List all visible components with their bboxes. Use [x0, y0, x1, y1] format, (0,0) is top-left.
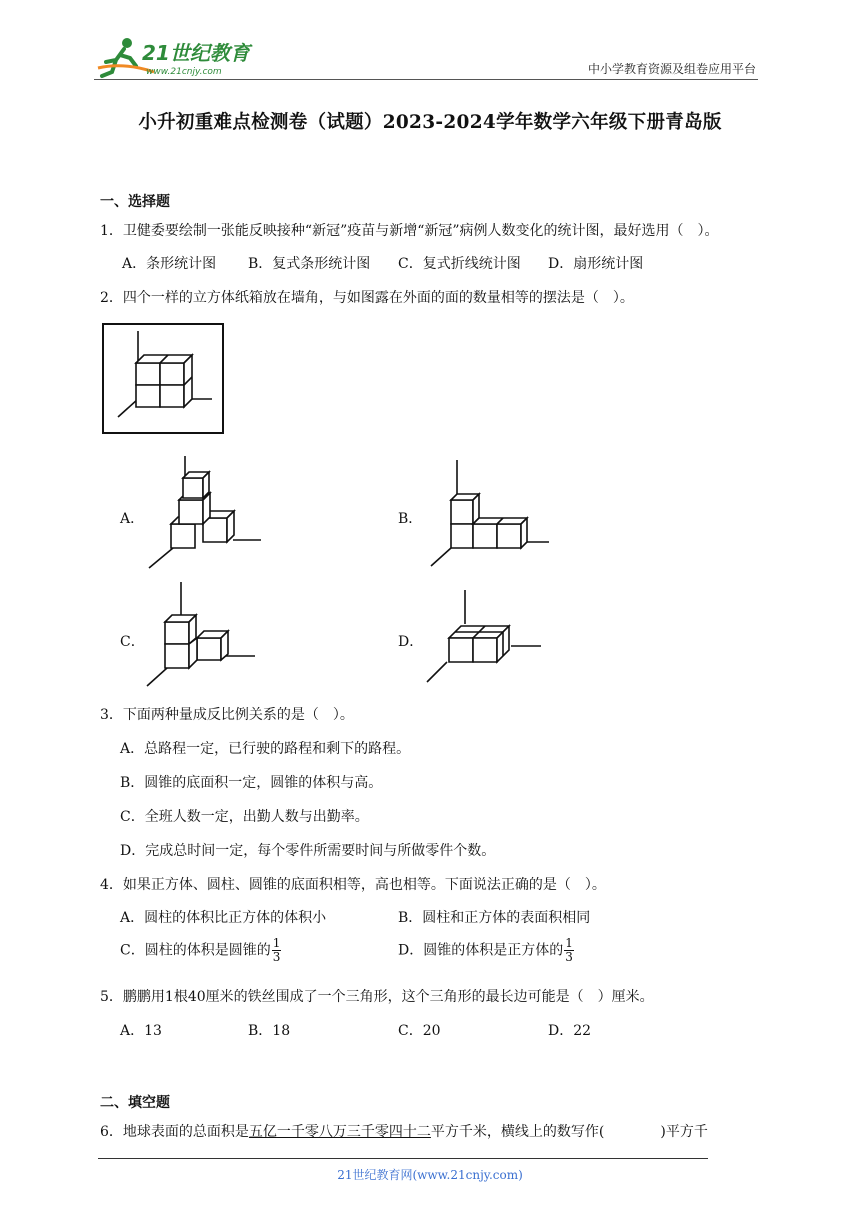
fraction-numerator: 1 — [272, 936, 281, 950]
q2-option-c-figure — [145, 582, 260, 690]
fraction-one-third — [564, 937, 574, 964]
section-heading-choice: 一、选择题 — [100, 194, 170, 210]
site-tag: 中小学教育资源及组卷应用平台 — [587, 62, 756, 76]
q5-option-a: A．13 — [120, 1023, 162, 1039]
q1-option-d: D．扇形统计图 — [548, 256, 644, 272]
section-heading-fill: 二、填空题 — [100, 1095, 170, 1111]
q6-underlined-number: 五亿一千零八万三千零四十二 — [248, 1124, 431, 1140]
fraction-numerator: 1 — [565, 936, 573, 950]
q5-stem: 5．鹏鹏用1根40厘米的铁丝围成了一个三角形，这个三角形的最长边可能是（ ）厘米。 — [100, 989, 654, 1005]
q2-option-a-label: A． — [120, 511, 145, 527]
q2-option-d-label: D． — [398, 634, 424, 650]
logo-text: 21世纪教育 — [142, 41, 250, 65]
q3-option-a: A．总路程一定，已行驶的路程和剩下的路程。 — [120, 741, 411, 757]
q1-option-c: C．复式折线统计图 — [398, 256, 521, 272]
q4-option-d — [398, 937, 574, 964]
q2-option-c-label: C． — [120, 634, 145, 650]
q2-reference-figure — [102, 323, 226, 435]
q2-option-a-figure — [145, 456, 265, 571]
q3-option-d: D．完成总时间一定，每个零件所需要时间与所做零件个数。 — [120, 843, 496, 859]
logo — [94, 32, 264, 82]
q5-option-d: D．22 — [548, 1023, 592, 1039]
q3-option-b: B．圆锥的底面积一定，圆锥的体积与高。 — [120, 775, 383, 791]
q5-option-b: B．18 — [248, 1023, 291, 1039]
q5-option-c: C．20 — [398, 1023, 441, 1039]
fraction-denominator: 3 — [272, 950, 281, 964]
q4-option-c — [120, 937, 281, 964]
fraction-denominator: 3 — [565, 950, 573, 964]
q1-stem: 1．卫健委要绘制一张能反映接种“新冠”疫苗与新增“新冠”病例人数变化的统计图，最好选用（ ）。 — [100, 223, 719, 239]
q4-option-c-text: C．圆柱的体积是圆锥的 — [120, 942, 271, 959]
q3-option-c: C．全班人数一定，出勤人数与出勤率。 — [120, 809, 369, 825]
q6-stem — [100, 1121, 708, 1141]
q4-option-b: B．圆柱和正方体的表面积相同 — [398, 910, 591, 926]
q6-prefix: 6．地球表面的总面积是 — [100, 1124, 249, 1140]
q2-option-b-figure — [425, 460, 555, 570]
q2-stem: 2．四个一样的立方体纸箱放在墙角，与如图露在外面的面的数量相等的摆法是（ ）。 — [100, 290, 634, 306]
footer-text: 21世纪教育网(www.21cnjy.com) — [337, 1168, 523, 1182]
q2-option-b-label: B． — [398, 511, 423, 527]
q1-option-a: A．条形统计图 — [122, 256, 217, 272]
logo-url: www.21cnjy.com — [146, 67, 222, 77]
page-title: 小升初重难点检测卷（试题）2023-2024学年数学六年级下册青岛版 — [138, 112, 722, 133]
q1-option-b: B．复式条形统计图 — [248, 256, 371, 272]
header-rule — [94, 79, 758, 80]
q4-option-d-text: D．圆锥的体积是正方体的 — [398, 942, 564, 959]
q3-stem: 3．下面两种量成反比例关系的是（ ）。 — [100, 707, 354, 723]
q4-stem: 4．如果正方体、圆柱、圆锥的底面积相等，高也相等。下面说法正确的是（ ）。 — [100, 877, 606, 893]
fraction-one-third — [272, 937, 282, 964]
q6-suffix: 平方千米，横线上的数写作( )平方千 — [430, 1124, 708, 1140]
q4-option-a: A．圆柱的体积比正方体的体积小 — [120, 910, 327, 926]
footer-rule — [98, 1158, 708, 1159]
q2-option-d-figure — [425, 590, 555, 690]
